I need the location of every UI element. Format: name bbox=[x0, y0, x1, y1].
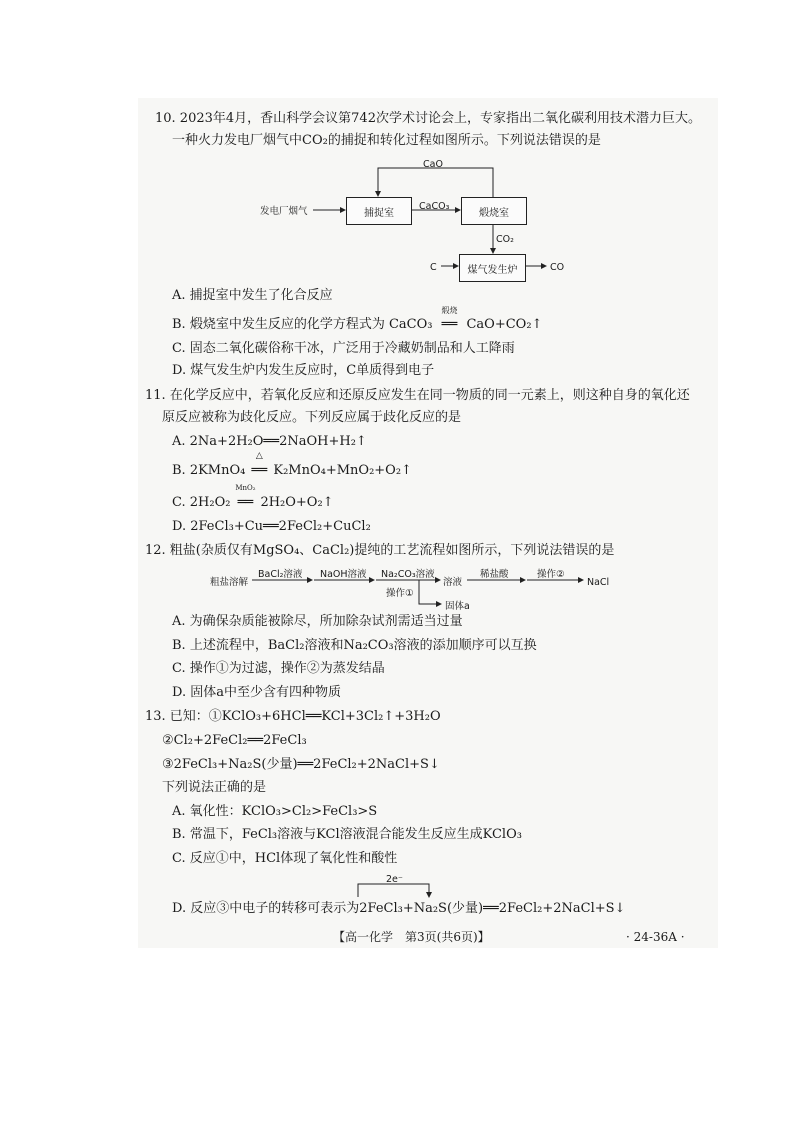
cao-label: CaO bbox=[423, 159, 443, 170]
q13-question: 下列说法正确的是 bbox=[162, 780, 267, 795]
q11-option-d: D. 2FeCl₃+Cu══2FeCl₂+CuCl₂ bbox=[172, 519, 371, 534]
q11-stem-line2: 原反应被称为歧化反应。下列反应属于歧化反应的是 bbox=[162, 410, 462, 425]
q10-option-c: C. 固态二氧化碳俗称干冰，广泛用于冷藏奶制品和人工降雨 bbox=[172, 341, 515, 356]
q13-option-b: B. 常温下，FeCl₃溶液与KCl溶液混合能发生反应生成KClO₃ bbox=[172, 827, 522, 842]
q10-option-a: A. 捕捉室中发生了化合反应 bbox=[172, 288, 333, 303]
caco3-label: CaCO₃ bbox=[419, 201, 450, 212]
q11-b-products: K₂MnO₄+MnO₂+O₂↑ bbox=[273, 463, 412, 478]
q13-option-c: C. 反应①中，HCl体现了氧化性和酸性 bbox=[172, 851, 398, 866]
q10-stem-line1: 10. 2023年4月，香山科学会议第742次学术讨论会上，专家指出二氧化碳利用技术潜力巨大。 bbox=[155, 111, 701, 126]
flow-na2co3-label: Na₂CO₃溶液 bbox=[381, 569, 435, 580]
q11-option-c: C. 2H₂O₂ MnO₂ ══ 2H₂O+O₂↑ bbox=[172, 484, 334, 510]
q11-b-condition: △ bbox=[255, 451, 263, 461]
q11-c-reactant: C. 2H₂O₂ bbox=[172, 495, 231, 510]
flow-acid-label: 稀盐酸 bbox=[480, 569, 509, 580]
q10-b-products: CaO+CO₂↑ bbox=[466, 317, 543, 332]
q12-option-b: B. 上述流程中，BaCl₂溶液和Na₂CO₃溶液的添加顺序可以互换 bbox=[172, 638, 537, 653]
gas-generator-box: 煤气发生炉 bbox=[459, 254, 526, 282]
q10-b-text: B. 煅烧室中发生反应的化学方程式为 CaCO₃ bbox=[172, 317, 433, 332]
q12-option-a: A. 为确保杂质能被除尽，所加除杂试剂需适当过量 bbox=[172, 614, 463, 629]
q10-option-b: B. 煅烧室中发生反应的化学方程式为 CaCO₃ 煅烧 ══ CaO+CO₂↑ bbox=[172, 306, 543, 332]
q11-c-products: 2H₂O+O₂↑ bbox=[260, 495, 334, 510]
carbon-label: C bbox=[430, 262, 437, 273]
q10-stem-line2: 一种火力发电厂烟气中CO₂的捕捉和转化过程如图所示。下列说法错误的是 bbox=[172, 133, 601, 148]
flow-naoh-label: NaOH溶液 bbox=[320, 569, 367, 580]
page-footer-code: · 24-36A · bbox=[626, 930, 685, 944]
electron-transfer-label: 2e⁻ bbox=[386, 874, 403, 885]
flow-solution-label: 溶液 bbox=[443, 577, 463, 588]
calcining-chamber-box: 煅烧室 bbox=[461, 197, 527, 225]
q12-stem: 12. 粗盐(杂质仅有MgSO₄、CaCl₂)提纯的工艺流程如图所示，下列说法错误的是 bbox=[145, 543, 615, 558]
flow-op2-label: 操作② bbox=[537, 569, 565, 580]
flue-gas-label: 发电厂烟气 bbox=[260, 206, 308, 217]
q10-option-d: D. 煤气发生炉内发生反应时，C单质得到电子 bbox=[172, 363, 435, 378]
q11-b-reactant: B. 2KMnO₄ bbox=[172, 463, 246, 478]
q11-stem-line1: 11. 在化学反应中，若氧化反应和还原反应发生在同一物质的同一元素上，则这种自身的氧化还 bbox=[145, 388, 690, 403]
co-label: CO bbox=[550, 262, 565, 273]
capture-chamber-box: 捕捉室 bbox=[346, 197, 412, 225]
q12-option-c: C. 操作①为过滤，操作②为蒸发结晶 bbox=[172, 661, 385, 676]
flow-solid-label: 固体a bbox=[445, 601, 470, 612]
q13-d-equation: 2FeCl₃+Na₂S(少量)══2FeCl₂+2NaCl+S↓ bbox=[359, 901, 626, 916]
q13-option-a: A. 氧化性：KClO₃>Cl₂>FeCl₃>S bbox=[172, 804, 378, 819]
flow-start-label: 粗盐溶解 bbox=[210, 577, 249, 588]
q12-option-d: D. 固体a中至少含有四种物质 bbox=[172, 685, 341, 700]
q13-reaction-3: ③2FeCl₃+Na₂S(少量)══2FeCl₂+2NaCl+S↓ bbox=[162, 757, 440, 772]
q13-reaction-2: ②Cl₂+2FeCl₂══2FeCl₃ bbox=[162, 733, 307, 748]
q13-option-d bbox=[172, 900, 625, 918]
q11-c-condition: MnO₂ bbox=[235, 484, 256, 492]
flow-product-label: NaCl bbox=[587, 577, 610, 588]
q11-option-b: B. 2KMnO₄ △ ══ K₂MnO₄+MnO₂+O₂↑ bbox=[172, 451, 412, 478]
q11-option-a: A. 2Na+2H₂O══2NaOH+H₂↑ bbox=[172, 434, 367, 449]
co2-label: CO₂ bbox=[496, 234, 514, 245]
q10-b-condition: 煅烧 bbox=[441, 306, 458, 315]
q13-reaction-1: 13. 已知：①KClO₃+6HCl══KCl+3Cl₂↑+3H₂O bbox=[145, 709, 441, 724]
flow-op1-label: 操作① bbox=[386, 588, 414, 599]
q13-d-text: D. 反应③中电子的转移可表示为 bbox=[172, 901, 360, 916]
flow-bacl2-label: BaCl₂溶液 bbox=[258, 569, 303, 580]
page-footer-center: 【高一化学 第3页(共6页)】 bbox=[333, 930, 490, 944]
